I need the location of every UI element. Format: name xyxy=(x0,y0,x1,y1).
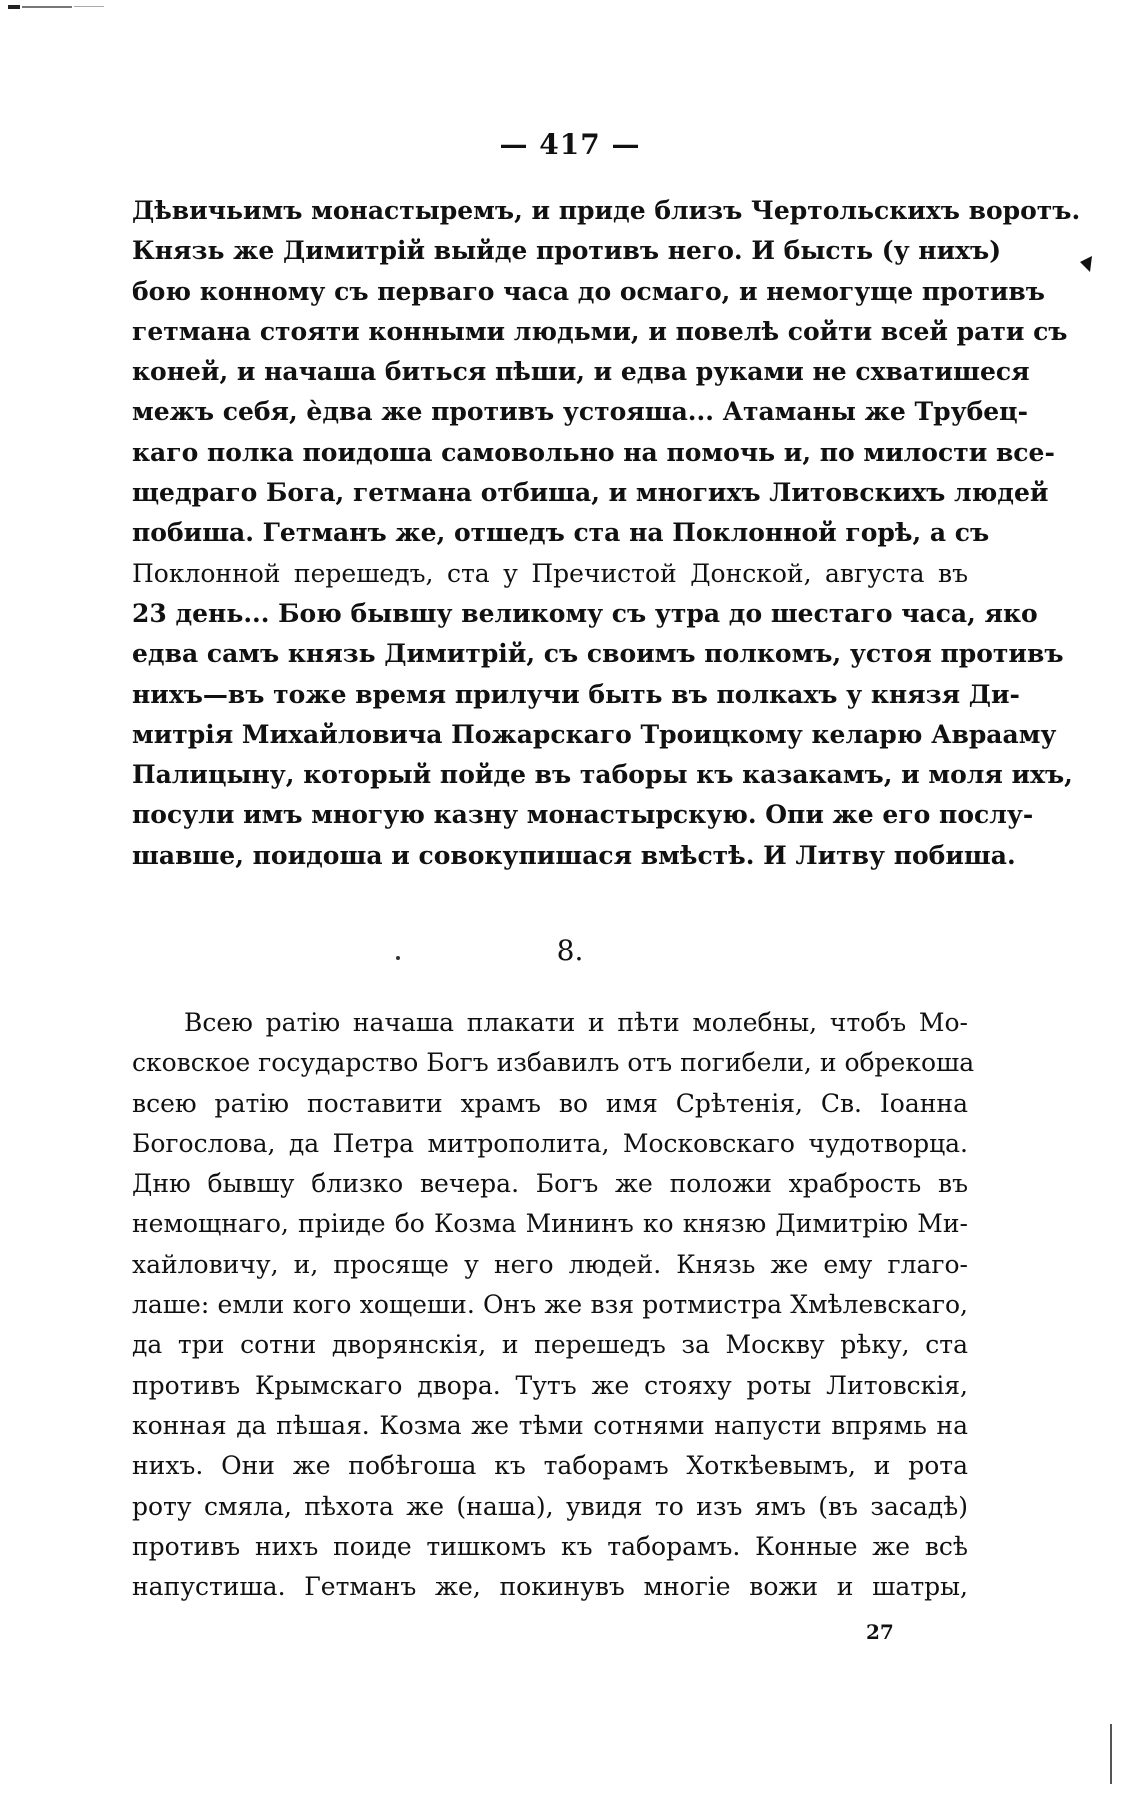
text-line: роту смяла, пѣхота же (наша), увидя то изъ ямъ (въ засадѣ) xyxy=(132,1491,968,1521)
text-line: гетмана стояти конными людьми, и повелѣ сойти всей рати съ xyxy=(132,316,1068,346)
section-number: 8. xyxy=(556,934,584,967)
text-line: противъ Крымскаго двора. Тутъ же стояху роты Литовскія, xyxy=(132,1370,968,1400)
text-line: Богослова, да Петра митрополита, Московскаго чудотворца. xyxy=(132,1128,968,1158)
text-line: каго полка поидоша самовольно на помочь и, по милости все- xyxy=(132,437,1055,467)
scan-edge-artifact xyxy=(1110,1724,1112,1784)
text-line: бою конному съ перваго часа до осмаго, и немогуще противъ xyxy=(132,276,1045,306)
page-number-header: — 417 — xyxy=(499,128,641,161)
text-line: сковское государство Богъ избавилъ отъ погибели, и обрекоша xyxy=(132,1048,975,1078)
text-line: митрія Михайловича Пожарскаго Троицкому келарю Аврааму xyxy=(132,719,1057,749)
text-line: всею ратію поставити храмъ во имя Срѣтенія, Св. Іоанна xyxy=(132,1088,968,1118)
text-line: межъ себя, ѐдва же противъ устояша... Атаманы же Трубец- xyxy=(132,397,1028,427)
text-line: хайловичу, и, просяще у него людей. Князь же ему глаго- xyxy=(132,1249,968,1279)
text-line: Поклонной перешедъ, ста у Пречистой Донской, августа въ xyxy=(132,558,968,588)
text-line: да три сотни дворянскія, и перешедъ за Москву рѣку, ста xyxy=(132,1330,968,1360)
text-line: нихъ—въ тоже время прилучи быть въ полкахъ у князя Ди- xyxy=(132,679,1020,709)
text-line: коней, и начаша биться пѣши, и едва руками не схватишеся xyxy=(132,357,1030,387)
text-line: щедраго Бога, гетмана отбиша, и многихъ Литовскихъ людей xyxy=(132,478,1049,508)
text-line: посули имъ многую казну монастырскую. Опи же его послу- xyxy=(132,800,1034,830)
paragraph-two xyxy=(132,1003,975,1607)
text-line: нихъ. Они же побѣгоша къ таборамъ Хоткѣевымъ, и рота xyxy=(132,1451,968,1481)
text-line: Дѣвичьимъ монастыремъ, и приде близъ Чертольскихъ воротъ. xyxy=(132,196,1081,225)
text-line: побиша. Гетманъ же, отшедъ ста на Поклонной горѣ, а съ xyxy=(132,518,990,548)
scan-corner-artifact xyxy=(8,2,108,12)
text-line: противъ нихъ поиде тишкомъ къ таборамъ. Конные же всѣ xyxy=(132,1531,968,1561)
text-line: едва самъ князь Димитрій, съ своимъ полкомъ, устоя противъ xyxy=(132,639,1064,669)
text-line: конная да пѣшая. Козма же тѣми сотнями напусти впрямь на xyxy=(132,1410,968,1440)
text-line: напустиша. Гетманъ же, покинувъ многіе вожи и шатры, xyxy=(132,1572,968,1602)
text-line: Всею ратію начаша плакати и пѣти молебны, чтобъ Мо- xyxy=(184,1008,968,1037)
text-line: лаше: емли кого хощеши. Онъ же взя ротмистра Хмѣлевскаго, xyxy=(132,1290,968,1320)
text-line: шавше, поидоша и совокупишася вмѣстѣ. И Литву побиша. xyxy=(132,840,1016,870)
text-line: Дню бывшу близко вечера. Богъ же положи храбрость въ xyxy=(132,1169,968,1199)
signature-mark: 27 xyxy=(866,1620,894,1644)
text-line: немощнаго, пріиде бо Козма Мининъ ко князю Димитрію Ми- xyxy=(132,1209,968,1239)
text-line: 23 день... Бою бывшу великому съ утра до шестаго часа, яко xyxy=(132,598,1038,628)
margin-mark-icon xyxy=(1078,254,1094,274)
paragraph-one xyxy=(132,191,1081,876)
text-line: Палицыну, который пойде въ таборы къ казакамъ, и моля ихъ, xyxy=(132,760,1073,790)
text-line: Князь же Димитрій выйде противъ него. И бысть (у нихъ) xyxy=(132,236,1002,266)
